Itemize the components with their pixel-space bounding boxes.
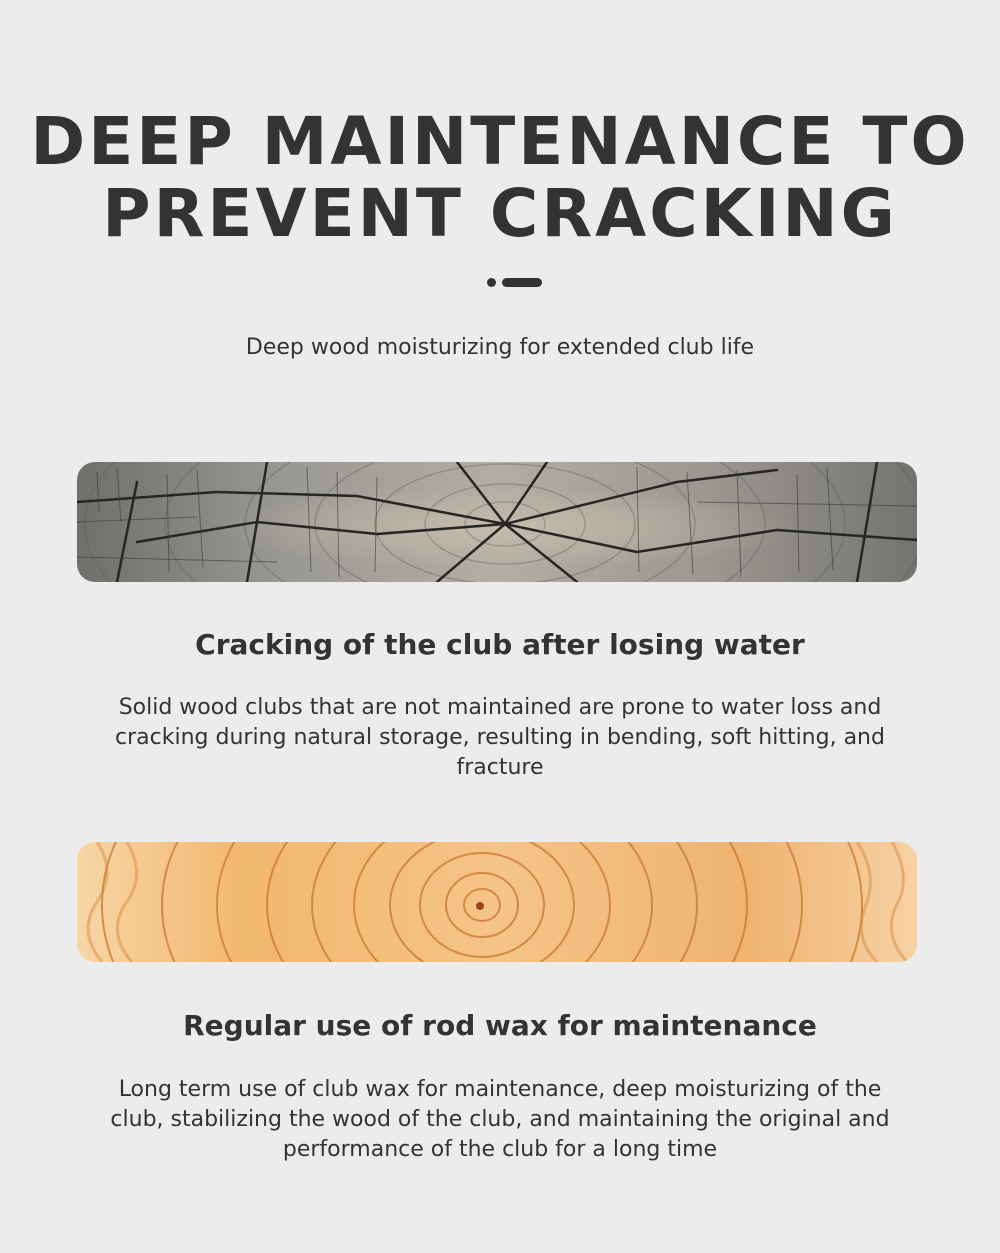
headline-line-1: DEEP MAINTENANCE TO — [30, 103, 970, 180]
headline-line-2: PREVENT CRACKING — [102, 175, 898, 252]
divider-bar — [502, 278, 542, 287]
section-title-cracking: Cracking of the club after losing water — [195, 628, 805, 661]
cracked-wood-image — [77, 462, 917, 582]
section-title-wax: Regular use of rod wax for maintenance — [183, 1009, 817, 1042]
divider-dot — [487, 278, 496, 287]
section-body-cracking: Solid wood clubs that are not maintained are prone to water loss and cracking during natural storage, resulting in bending, soft hitting, and fracture — [115, 695, 885, 780]
section-body-wax: Long term use of club wax for maintenance, deep moisturizing of the club, stabilizing the wood of the club, and maintaining the original and performance of the club for a long time — [110, 1077, 890, 1162]
subtitle: Deep wood moisturizing for extended club life — [245, 335, 755, 360]
healthy-wood-image — [77, 842, 917, 962]
